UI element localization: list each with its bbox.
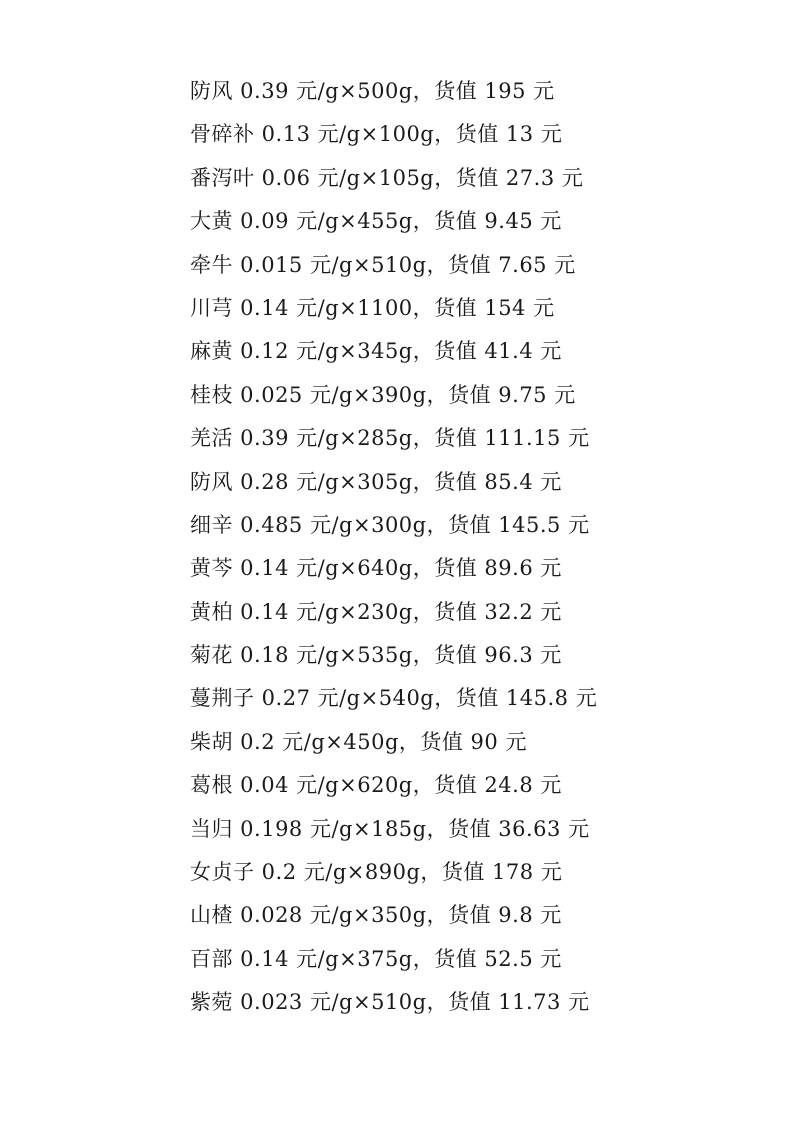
list-item: 细辛 0.485 元/g×300g，货值 145.5 元 bbox=[190, 512, 590, 537]
list-item: 防风 0.39 元/g×500g，货值 195 元 bbox=[190, 79, 555, 103]
list-item: 桂枝 0.025 元/g×390g，货值 9.75 元 bbox=[190, 382, 576, 407]
list-item: 川芎 0.14 元/g×1100，货值 154 元 bbox=[190, 295, 555, 320]
list-item: 黄柏 0.14 元/g×230g，货值 32.2 元 bbox=[190, 599, 562, 624]
list-item: 柴胡 0.2 元/g×450g，货值 90 元 bbox=[190, 729, 527, 754]
list-item: 羌活 0.39 元/g×285g，货值 111.15 元 bbox=[190, 426, 590, 451]
list-item: 当归 0.198 元/g×185g，货值 36.63 元 bbox=[190, 816, 590, 841]
list-item: 番泻叶 0.06 元/g×105g，货值 27.3 元 bbox=[190, 165, 584, 190]
herb-value-list bbox=[190, 70, 750, 1025]
list-item: 牵牛 0.015 元/g×510g，货值 7.65 元 bbox=[190, 252, 576, 277]
list-item: 山楂 0.028 元/g×350g，货值 9.8 元 bbox=[190, 903, 562, 928]
list-item: 防风 0.28 元/g×305g，货值 85.4 元 bbox=[190, 469, 562, 494]
list-item: 紫菀 0.023 元/g×510g，货值 11.73 元 bbox=[190, 990, 590, 1015]
list-item: 蔓荆子 0.27 元/g×540g，货值 145.8 元 bbox=[190, 686, 598, 711]
list-item: 葛根 0.04 元/g×620g，货值 24.8 元 bbox=[190, 773, 562, 798]
list-item: 女贞子 0.2 元/g×890g，货值 178 元 bbox=[190, 860, 563, 885]
list-item: 大黄 0.09 元/g×455g，货值 9.45 元 bbox=[190, 209, 562, 234]
list-item: 骨碎补 0.13 元/g×100g，货值 13 元 bbox=[190, 122, 563, 147]
list-item: 菊花 0.18 元/g×535g，货值 96.3 元 bbox=[190, 643, 562, 668]
list-item: 麻黄 0.12 元/g×345g，货值 41.4 元 bbox=[190, 339, 562, 364]
list-item: 百部 0.14 元/g×375g，货值 52.5 元 bbox=[190, 946, 562, 971]
list-item: 黄芩 0.14 元/g×640g，货值 89.6 元 bbox=[190, 556, 562, 581]
